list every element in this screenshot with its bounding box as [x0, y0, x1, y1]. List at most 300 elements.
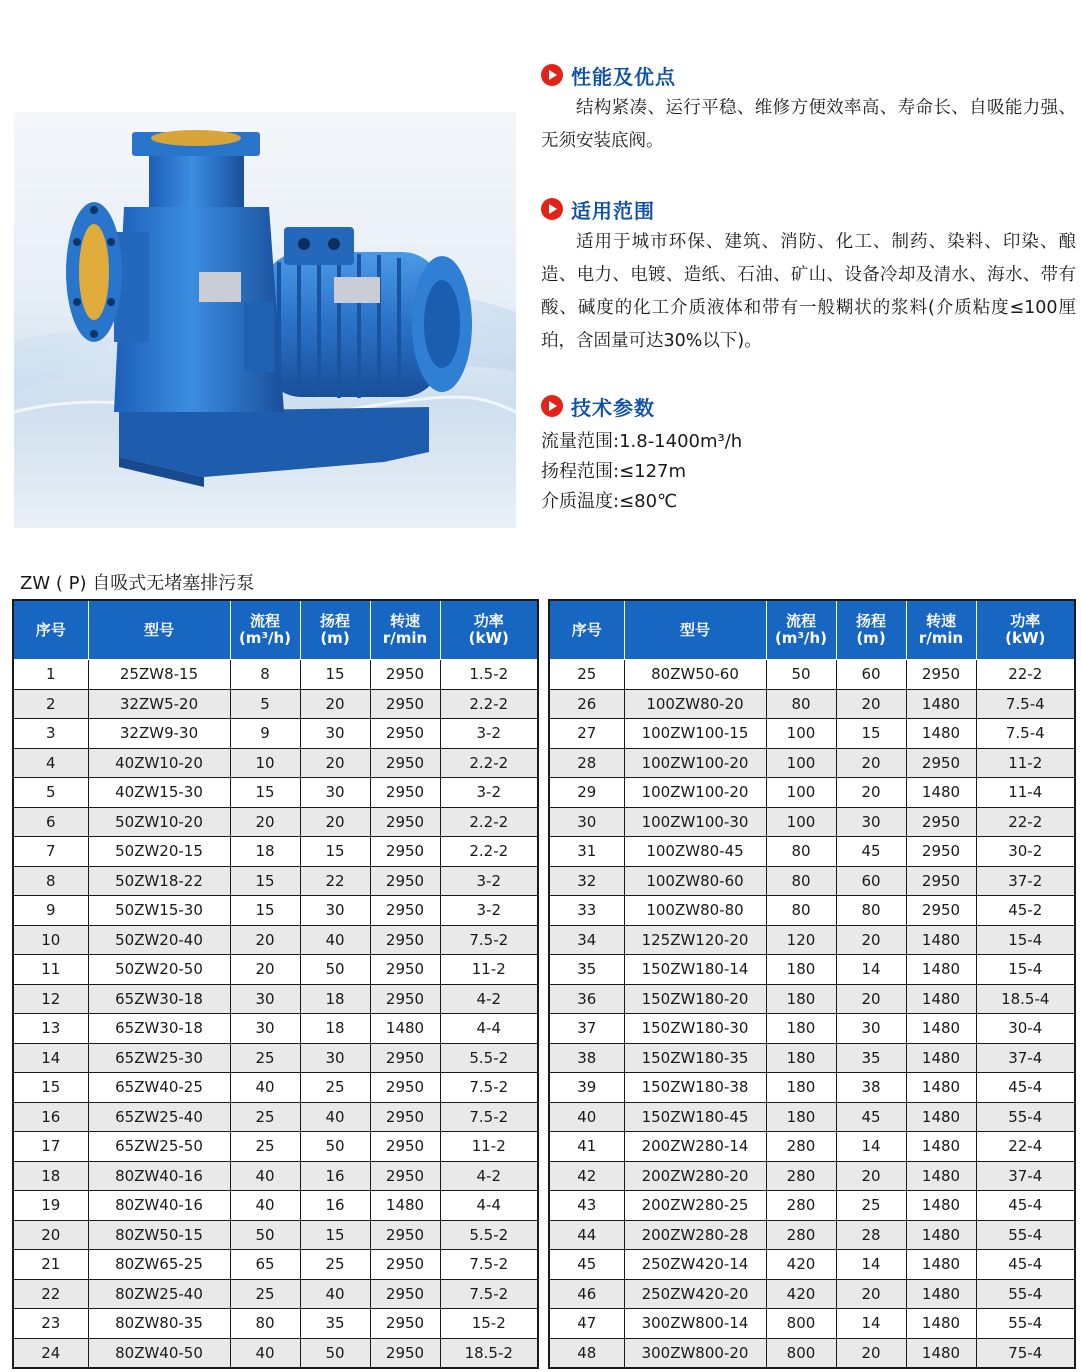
- cell-speed: 2950: [906, 748, 976, 778]
- cell-head: 20: [836, 748, 906, 778]
- table-row: [13, 1250, 538, 1280]
- cell-flow: 80: [766, 896, 836, 926]
- table-row: [549, 1309, 1075, 1339]
- cell-flow: 80: [766, 689, 836, 719]
- cell-head: 25: [300, 1073, 370, 1103]
- table-row: [549, 1220, 1075, 1250]
- cell-power: 11-2: [440, 955, 538, 985]
- cell-no: 33: [549, 896, 624, 926]
- spec-table-left-body: [13, 660, 538, 1369]
- cell-power: 7.5-2: [440, 925, 538, 955]
- cell-flow: 800: [766, 1338, 836, 1368]
- cell-head: 80: [836, 896, 906, 926]
- table-row: [13, 925, 538, 955]
- cell-power: 37-4: [976, 1161, 1075, 1191]
- cell-speed: 2950: [906, 896, 976, 926]
- table-row: [13, 1043, 538, 1073]
- cell-head: 30: [836, 1014, 906, 1044]
- header-speed: 转速 r/min: [370, 600, 440, 660]
- cell-speed: 2950: [370, 866, 440, 896]
- cell-power: 5.5-2: [440, 1043, 538, 1073]
- cell-speed: 2950: [906, 660, 976, 690]
- cell-head: 20: [836, 984, 906, 1014]
- cell-power: 15-2: [440, 1309, 538, 1339]
- cell-model: 125ZW120-20: [624, 925, 766, 955]
- cell-flow: 25: [230, 1102, 300, 1132]
- spec-table-left: [12, 599, 539, 1369]
- cell-no: 32: [549, 866, 624, 896]
- cell-flow: 280: [766, 1161, 836, 1191]
- table-row: [549, 807, 1075, 837]
- cell-power: 11-2: [976, 748, 1075, 778]
- cell-no: 22: [13, 1279, 88, 1309]
- cell-flow: 65: [230, 1250, 300, 1280]
- cell-no: 15: [13, 1073, 88, 1103]
- cell-model: 40ZW10-20: [88, 748, 230, 778]
- cell-speed: 2950: [370, 807, 440, 837]
- table-row: [13, 1309, 538, 1339]
- table-row: [13, 1338, 538, 1368]
- cell-speed: 2950: [370, 896, 440, 926]
- advantages-title: 性能及优点: [571, 64, 676, 89]
- cell-flow: 20: [230, 925, 300, 955]
- cell-no: 31: [549, 837, 624, 867]
- cell-speed: 1480: [906, 1309, 976, 1339]
- cell-model: 65ZW25-50: [88, 1132, 230, 1162]
- cell-power: 55-4: [976, 1102, 1075, 1132]
- cell-head: 40: [300, 1279, 370, 1309]
- header-no: 序号: [13, 600, 88, 660]
- cell-model: 65ZW30-18: [88, 984, 230, 1014]
- flow-range: 流量范围:1.8-1400m³/h: [541, 431, 743, 452]
- table-row: [549, 1250, 1075, 1280]
- cell-flow: 180: [766, 984, 836, 1014]
- cell-model: 80ZW40-16: [88, 1161, 230, 1191]
- cell-model: 300ZW800-14: [624, 1309, 766, 1339]
- table-row: [549, 748, 1075, 778]
- cell-no: 41: [549, 1132, 624, 1162]
- cell-head: 25: [300, 1250, 370, 1280]
- cell-no: 27: [549, 719, 624, 749]
- cell-head: 50: [300, 1338, 370, 1368]
- table-row: [549, 984, 1075, 1014]
- cell-no: 14: [13, 1043, 88, 1073]
- cell-model: 50ZW15-30: [88, 896, 230, 926]
- cell-no: 28: [549, 748, 624, 778]
- table-row: [549, 925, 1075, 955]
- cell-power: 3-2: [440, 896, 538, 926]
- scope-section: [541, 194, 1076, 358]
- cell-no: 1: [13, 660, 88, 690]
- product-image: [14, 112, 516, 528]
- cell-power: 7.5-4: [976, 689, 1075, 719]
- cell-model: 80ZW65-25: [88, 1250, 230, 1280]
- header-head: 扬程 (m): [836, 600, 906, 660]
- cell-speed: 1480: [906, 984, 976, 1014]
- cell-power: 4-4: [440, 1014, 538, 1044]
- cell-head: 14: [836, 1132, 906, 1162]
- cell-no: 8: [13, 866, 88, 896]
- cell-flow: 280: [766, 1220, 836, 1250]
- cell-no: 36: [549, 984, 624, 1014]
- cell-no: 29: [549, 778, 624, 808]
- cell-power: 45-4: [976, 1191, 1075, 1221]
- cell-no: 37: [549, 1014, 624, 1044]
- cell-power: 22-2: [976, 807, 1075, 837]
- table-row: [549, 719, 1075, 749]
- table-row: [13, 1220, 538, 1250]
- cell-head: 15: [300, 1220, 370, 1250]
- cell-head: 30: [300, 1043, 370, 1073]
- table-row: [13, 1102, 538, 1132]
- table-header-row: [13, 600, 538, 660]
- cell-flow: 40: [230, 1161, 300, 1191]
- cell-speed: 1480: [906, 1132, 976, 1162]
- table-row: [13, 1014, 538, 1044]
- table-row: [549, 1338, 1075, 1368]
- table-row: [549, 1191, 1075, 1221]
- cell-power: 2.2-2: [440, 689, 538, 719]
- cell-model: 32ZW9-30: [88, 719, 230, 749]
- cell-power: 2.2-2: [440, 748, 538, 778]
- cell-head: 15: [836, 719, 906, 749]
- cell-head: 20: [300, 807, 370, 837]
- cell-model: 80ZW80-35: [88, 1309, 230, 1339]
- cell-no: 25: [549, 660, 624, 690]
- cell-power: 2.2-2: [440, 807, 538, 837]
- cell-power: 7.5-2: [440, 1279, 538, 1309]
- cell-model: 40ZW15-30: [88, 778, 230, 808]
- table-row: [13, 955, 538, 985]
- cell-power: 4-4: [440, 1191, 538, 1221]
- cell-speed: 2950: [370, 1309, 440, 1339]
- cell-speed: 2950: [370, 1132, 440, 1162]
- table-row: [13, 719, 538, 749]
- cell-speed: 1480: [906, 1102, 976, 1132]
- cell-model: 150ZW180-20: [624, 984, 766, 1014]
- cell-flow: 420: [766, 1250, 836, 1280]
- header-power: 功率 (kW): [440, 600, 538, 660]
- table-row: [549, 1043, 1075, 1073]
- cell-no: 13: [13, 1014, 88, 1044]
- cell-head: 18: [300, 984, 370, 1014]
- cell-no: 21: [13, 1250, 88, 1280]
- cell-head: 28: [836, 1220, 906, 1250]
- table-title: ZW ( P) 自吸式无堵塞排污泵: [20, 573, 255, 594]
- cell-no: 11: [13, 955, 88, 985]
- cell-head: 30: [836, 807, 906, 837]
- cell-speed: 2950: [370, 837, 440, 867]
- header-model: 型号: [624, 600, 766, 660]
- cell-flow: 8: [230, 660, 300, 690]
- cell-no: 9: [13, 896, 88, 926]
- cell-model: 50ZW20-50: [88, 955, 230, 985]
- table-row: [549, 866, 1075, 896]
- cell-power: 11-4: [976, 778, 1075, 808]
- cell-flow: 15: [230, 778, 300, 808]
- table-row: [13, 1073, 538, 1103]
- cell-model: 65ZW25-40: [88, 1102, 230, 1132]
- cell-no: 26: [549, 689, 624, 719]
- cell-head: 14: [836, 955, 906, 985]
- cell-flow: 280: [766, 1132, 836, 1162]
- table-row: [13, 837, 538, 867]
- cell-flow: 20: [230, 955, 300, 985]
- cell-power: 45-2: [976, 896, 1075, 926]
- cell-head: 50: [300, 1132, 370, 1162]
- cell-head: 20: [836, 925, 906, 955]
- cell-power: 18.5-4: [976, 984, 1075, 1014]
- cell-flow: 180: [766, 955, 836, 985]
- cell-model: 100ZW80-45: [624, 837, 766, 867]
- advantages-body: 结构紧凑、运行平稳、维修方便效率高、寿命长、自吸能力强、无须安装底阀。: [541, 98, 1076, 151]
- cell-model: 150ZW180-38: [624, 1073, 766, 1103]
- cell-model: 50ZW20-40: [88, 925, 230, 955]
- cell-model: 100ZW100-30: [624, 807, 766, 837]
- cell-flow: 40: [230, 1073, 300, 1103]
- cell-speed: 2950: [370, 1102, 440, 1132]
- cell-no: 38: [549, 1043, 624, 1073]
- table-row: [549, 1073, 1075, 1103]
- cell-no: 48: [549, 1338, 624, 1368]
- cell-head: 45: [836, 1102, 906, 1132]
- cell-power: 45-4: [976, 1250, 1075, 1280]
- cell-flow: 9: [230, 719, 300, 749]
- cell-flow: 30: [230, 1014, 300, 1044]
- table-row: [13, 660, 538, 690]
- cell-power: 37-2: [976, 866, 1075, 896]
- cell-flow: 180: [766, 1073, 836, 1103]
- cell-flow: 40: [230, 1338, 300, 1368]
- table-row: [549, 660, 1075, 690]
- cell-power: 55-4: [976, 1309, 1075, 1339]
- cell-model: 100ZW80-20: [624, 689, 766, 719]
- table-row: [549, 1132, 1075, 1162]
- cell-model: 150ZW180-30: [624, 1014, 766, 1044]
- cell-model: 65ZW40-25: [88, 1073, 230, 1103]
- cell-model: 250ZW420-20: [624, 1279, 766, 1309]
- cell-flow: 80: [766, 866, 836, 896]
- cell-head: 30: [300, 896, 370, 926]
- cell-speed: 1480: [906, 1279, 976, 1309]
- cell-no: 7: [13, 837, 88, 867]
- cell-model: 100ZW100-20: [624, 778, 766, 808]
- cell-no: 39: [549, 1073, 624, 1103]
- table-row: [13, 1161, 538, 1191]
- cell-flow: 15: [230, 866, 300, 896]
- header-flow: 流程 (m³/h): [230, 600, 300, 660]
- cell-flow: 15: [230, 896, 300, 926]
- cell-head: 16: [300, 1161, 370, 1191]
- header-power: 功率 (kW): [976, 600, 1075, 660]
- play-bullet-icon: [541, 198, 563, 220]
- header-head: 扬程 (m): [300, 600, 370, 660]
- cell-power: 3-2: [440, 866, 538, 896]
- cell-model: 100ZW100-15: [624, 719, 766, 749]
- table-row: [13, 866, 538, 896]
- cell-head: 45: [836, 837, 906, 867]
- cell-speed: 2950: [370, 1161, 440, 1191]
- cell-flow: 120: [766, 925, 836, 955]
- table-row: [549, 1161, 1075, 1191]
- cell-speed: 2950: [370, 1338, 440, 1368]
- cell-model: 100ZW80-60: [624, 866, 766, 896]
- cell-head: 20: [836, 1161, 906, 1191]
- header-flow: 流程 (m³/h): [766, 600, 836, 660]
- cell-head: 14: [836, 1309, 906, 1339]
- cell-power: 7.5-2: [440, 1073, 538, 1103]
- cell-head: 16: [300, 1191, 370, 1221]
- cell-flow: 180: [766, 1043, 836, 1073]
- cell-flow: 30: [230, 984, 300, 1014]
- cell-power: 7.5-4: [976, 719, 1075, 749]
- cell-power: 45-4: [976, 1073, 1075, 1103]
- cell-flow: 20: [230, 807, 300, 837]
- cell-model: 50ZW10-20: [88, 807, 230, 837]
- cell-head: 35: [836, 1043, 906, 1073]
- cell-head: 30: [300, 719, 370, 749]
- table-row: [549, 1102, 1075, 1132]
- cell-head: 18: [300, 1014, 370, 1044]
- cell-speed: 2950: [370, 778, 440, 808]
- cell-flow: 80: [230, 1309, 300, 1339]
- cell-model: 80ZW50-15: [88, 1220, 230, 1250]
- cell-flow: 25: [230, 1132, 300, 1162]
- cell-power: 15-4: [976, 925, 1075, 955]
- params-title: 技术参数: [571, 395, 655, 420]
- table-row: [13, 748, 538, 778]
- advantages-section: [541, 60, 1076, 158]
- cell-power: 1.5-2: [440, 660, 538, 690]
- cell-no: 40: [549, 1102, 624, 1132]
- cell-power: 30-2: [976, 837, 1075, 867]
- cell-speed: 1480: [906, 955, 976, 985]
- table-row: [549, 778, 1075, 808]
- cell-no: 5: [13, 778, 88, 808]
- cell-no: 24: [13, 1338, 88, 1368]
- cell-no: 20: [13, 1220, 88, 1250]
- cell-model: 80ZW40-50: [88, 1338, 230, 1368]
- cell-model: 200ZW280-20: [624, 1161, 766, 1191]
- cell-speed: 2950: [370, 1250, 440, 1280]
- cell-model: 65ZW30-18: [88, 1014, 230, 1044]
- cell-flow: 100: [766, 778, 836, 808]
- cell-head: 20: [836, 1279, 906, 1309]
- cell-model: 200ZW280-25: [624, 1191, 766, 1221]
- table-row: [13, 896, 538, 926]
- cell-no: 18: [13, 1161, 88, 1191]
- cell-power: 15-4: [976, 955, 1075, 985]
- table-row: [549, 1279, 1075, 1309]
- cell-no: 42: [549, 1161, 624, 1191]
- spec-table-right-body: [549, 660, 1075, 1369]
- cell-model: 32ZW5-20: [88, 689, 230, 719]
- cell-flow: 420: [766, 1279, 836, 1309]
- cell-flow: 100: [766, 807, 836, 837]
- head-range: 扬程范围:≤127m: [541, 461, 687, 482]
- table-row: [13, 984, 538, 1014]
- cell-power: 4-2: [440, 1161, 538, 1191]
- cell-no: 47: [549, 1309, 624, 1339]
- cell-no: 43: [549, 1191, 624, 1221]
- cell-no: 35: [549, 955, 624, 985]
- cell-speed: 2950: [370, 1220, 440, 1250]
- cell-flow: 18: [230, 837, 300, 867]
- cell-model: 200ZW280-14: [624, 1132, 766, 1162]
- cell-power: 75-4: [976, 1338, 1075, 1368]
- cell-no: 10: [13, 925, 88, 955]
- cell-power: 37-4: [976, 1043, 1075, 1073]
- cell-model: 150ZW180-45: [624, 1102, 766, 1132]
- cell-model: 150ZW180-14: [624, 955, 766, 985]
- cell-model: 80ZW40-16: [88, 1191, 230, 1221]
- cell-speed: 2950: [906, 807, 976, 837]
- cell-speed: 1480: [906, 1073, 976, 1103]
- table-row: [13, 1132, 538, 1162]
- cell-model: 150ZW180-35: [624, 1043, 766, 1073]
- cell-speed: 2950: [906, 866, 976, 896]
- header-no: 序号: [549, 600, 624, 660]
- cell-flow: 10: [230, 748, 300, 778]
- cell-model: 250ZW420-14: [624, 1250, 766, 1280]
- table-row: [549, 837, 1075, 867]
- cell-no: 23: [13, 1309, 88, 1339]
- cell-speed: 2950: [370, 1043, 440, 1073]
- cell-speed: 2950: [370, 719, 440, 749]
- play-bullet-icon: [541, 64, 563, 86]
- cell-speed: 1480: [906, 719, 976, 749]
- cell-head: 20: [836, 1338, 906, 1368]
- cell-no: 17: [13, 1132, 88, 1162]
- spec-table-right: [548, 599, 1076, 1369]
- cell-speed: 2950: [370, 955, 440, 985]
- cell-head: 38: [836, 1073, 906, 1103]
- cell-no: 3: [13, 719, 88, 749]
- cell-flow: 100: [766, 748, 836, 778]
- cell-flow: 25: [230, 1043, 300, 1073]
- cell-power: 7.5-2: [440, 1102, 538, 1132]
- cell-model: 50ZW20-15: [88, 837, 230, 867]
- cell-no: 6: [13, 807, 88, 837]
- cell-speed: 1480: [906, 1161, 976, 1191]
- cell-flow: 50: [230, 1220, 300, 1250]
- cell-power: 30-4: [976, 1014, 1075, 1044]
- cell-power: 55-4: [976, 1279, 1075, 1309]
- cell-speed: 2950: [370, 984, 440, 1014]
- cell-head: 20: [836, 689, 906, 719]
- cell-speed: 2950: [370, 925, 440, 955]
- cell-speed: 1480: [906, 689, 976, 719]
- table-row: [549, 689, 1075, 719]
- cell-flow: 40: [230, 1191, 300, 1221]
- cell-flow: 80: [766, 837, 836, 867]
- cell-model: 65ZW25-30: [88, 1043, 230, 1073]
- cell-no: 30: [549, 807, 624, 837]
- table-row: [549, 896, 1075, 926]
- cell-no: 46: [549, 1279, 624, 1309]
- cell-speed: 1480: [906, 778, 976, 808]
- cell-flow: 800: [766, 1309, 836, 1339]
- cell-speed: 2950: [370, 1279, 440, 1309]
- cell-power: 5.5-2: [440, 1220, 538, 1250]
- cell-power: 55-4: [976, 1220, 1075, 1250]
- cell-head: 35: [300, 1309, 370, 1339]
- cell-speed: 1480: [370, 1014, 440, 1044]
- cell-speed: 1480: [370, 1191, 440, 1221]
- cell-speed: 1480: [906, 925, 976, 955]
- cell-power: 7.5-2: [440, 1250, 538, 1280]
- cell-no: 16: [13, 1102, 88, 1132]
